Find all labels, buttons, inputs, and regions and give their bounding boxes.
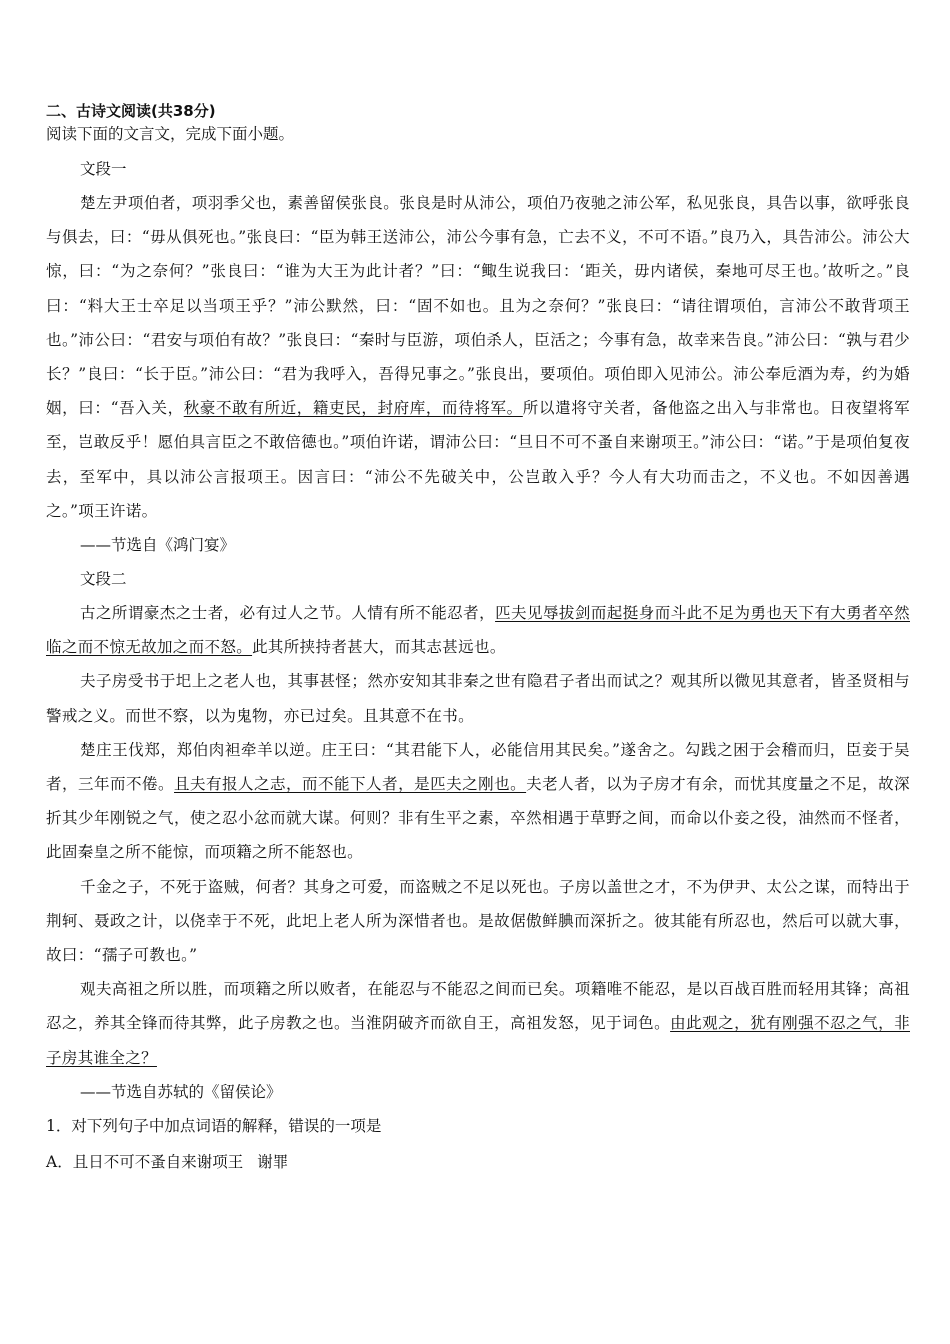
passage2-source: ——节选自苏轼的《留侯论》 (80, 1082, 282, 1101)
passage2-paragraph-5 (46, 972, 910, 1075)
passage2-p3-text-a: 楚庄王伐郑，郑伯肉袒牵羊以逆。庄王曰：“其君能下人，必能信用其民矣。”遂舍之。勾践之困于会稽而归，臣妾于吴者，三年而不倦。 (46, 740, 910, 794)
passage2-p1-text-a: 古之所谓豪杰之士者，必有过人之节。人情有所不能忍者， (80, 604, 496, 623)
question-1-stem: 1．对下列句子中加点词语的解释，错误的一项是 (46, 1116, 382, 1135)
passage2-label: 文段二 (80, 570, 127, 589)
passage2-p5-underlined-sentence: 由此观之，犹有刚强不忍之气，非子房其谁全之？ (46, 1014, 910, 1067)
section-heading: 二、古诗文阅读(共38分) (46, 102, 216, 120)
section-instruction: 阅读下面的文言文，完成下面小题。 (46, 125, 295, 143)
passage2-p1-text-b: 此其所挟持者甚大，而其志甚远也。 (252, 638, 506, 657)
passage1-paragraph (46, 186, 910, 528)
passage2-p1-underlined-sentence: 匹夫见辱拔剑而起挺身而斗此不足为勇也天下有大勇者卒然临之而不惊无故加之而不怒。 (46, 604, 910, 657)
passage2-paragraph-4: 千金之子，不死于盗贼，何者？其身之可爱，而盗贼之不足以死也。子房以盖世之才，不为伊尹、太公之谋，而特出于荆轲、聂政之计，以侥幸于不死，此圯上老人所为深惜者也。是故倨傲鲜腆而深折之。彼其能有所忍也，然后可以就大事，故曰：“孺子可教也。” (46, 877, 910, 965)
option-a-text: 且日不可不蚤自来谢项王 (72, 1152, 244, 1171)
passage1-underlined-sentence: 秋豪不敢有所近，籍吏民，封府库，而待将军。 (183, 399, 523, 418)
passage2-paragraph-3 (46, 733, 910, 870)
passage1-text-a: 楚左尹项伯者，项羽季父也，素善留侯张良。张良是时从沛公，项伯乃夜驰之沛公军，私见张良，具告以事，欲呼张良与俱去，曰：“毋从俱死也。”张良曰：“臣为韩王送沛公，沛公今事有急，亡去不义，不可不语。”良乃入，具告沛公。沛公大惊，曰：“为之奈何？”张良曰：“谁为大王为此计者？”曰：“鲰生说我曰：‘距关，毋内诸侯，秦地可尽王也。’故听之。”良曰：“料大王士卒足以当项王乎？”沛公默然，曰：“固不如也。且为之奈何？”张良曰：“请往谓项伯，言沛公不敢背项王也。”沛公曰：“君安与项伯有故？”张良曰：“秦时与臣游，项伯杀人，臣活之；今事有急，故幸来告良。”沛公曰：“孰与君少长？”良曰：“长于臣。”沛公曰：“君为我呼入，吾得兄事之。”张良出，要项伯。项伯即入见沛公。沛公奉卮酒为寿，约为婚姻，曰：“吾入关， (46, 194, 910, 418)
passage1-source: ——节选自《鸿门宴》 (80, 536, 236, 555)
question-1-option-a[interactable] (46, 1143, 910, 1181)
passage2-paragraph-1 (46, 596, 910, 664)
option-a-gloss: 谢罪 (257, 1152, 289, 1171)
passage2-p3-text-b: 夫老人者，以为子房才有余，而忧其度量之不足，故深折其少年刚锐之气，使之忍小忿而就大谋。何则？非有生平之素，卒然相遇于草野之间，而命以仆妾之役，油然而不怪者，此固秦皇之所不能惊，而项籍之所不能怒也。 (46, 775, 911, 862)
option-a-letter: A． (46, 1152, 73, 1171)
exam-page (46, 100, 910, 1181)
passage1-label: 文段一 (80, 160, 127, 178)
passage1-text-b: 所以遣将守关者，备他盗之出入与非常也。日夜望将军至，岂敢反乎！愿伯具言臣之不敢倍德也。”项伯许诺，谓沛公曰：“旦日不可不蚤自来谢项王。”沛公曰：“诺。”于是项伯复夜去，至军中，具以沛公言报项王。因言曰：“沛公不先破关中，公岂敢入乎？今人有大功而击之，不义也。不如因善遇之。”项王许诺。 (46, 399, 910, 520)
passage2-p3-underlined-sentence: 且夫有报人之志，而不能下人者，是匹夫之刚也。 (174, 775, 527, 794)
passage2-p5-text-a: 观夫高祖之所以胜，而项籍之所以败者，在能忍与不能忍之间而已矣。项籍唯不能忍，是以百战百胜而轻用其锋；高祖忍之，养其全锋而待其弊，此子房教之也。当淮阴破齐而欲自王，高祖发怒，见于词色。 (46, 980, 910, 1033)
passage2-paragraph-2: 夫子房受书于圯上之老人也，其事甚怪；然亦安知其非秦之世有隐君子者出而试之？观其所以微见其意者，皆圣贤相与警戒之义。而世不察，以为鬼物，亦已过矣。且其意不在书。 (46, 672, 910, 725)
